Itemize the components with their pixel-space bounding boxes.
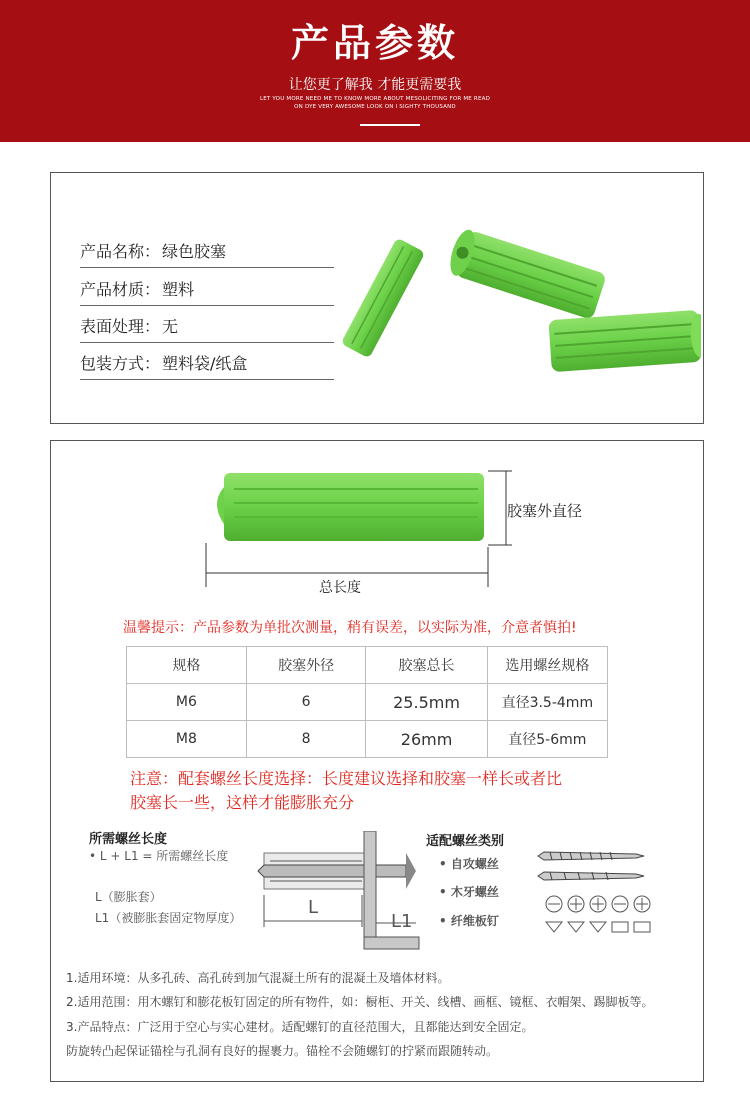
dimension-panel (50, 440, 704, 1082)
l1-mark: L1 (391, 911, 413, 932)
usage-line: 防旋转凸起保证锚栓与孔洞有良好的握裹力。锚栓不会随螺钉的拧紧而跟随转动。 (66, 1044, 499, 1058)
title-divider (360, 124, 420, 126)
page-title: 产品参数 (290, 21, 459, 65)
header-banner (0, 0, 750, 142)
screw-note-line-2: 胶塞长一些，这样才能膨胀充分 (130, 793, 355, 812)
spec-label: 产品名称： (80, 242, 161, 261)
spec-label: 产品材质： (80, 280, 161, 299)
table-cell: M8 (127, 721, 247, 758)
table-cell: 26mm (366, 721, 487, 758)
product-photo (331, 213, 701, 393)
self-tapping-screw-icon (538, 852, 644, 860)
screw-type-item: • 自攻螺丝 (439, 857, 499, 871)
spec-value: 绿色胶塞 (162, 242, 227, 261)
table-cell: 直径3.5-4mm (487, 684, 607, 721)
spec-label: 表面处理： (80, 317, 161, 336)
diameter-label: 胶塞外直径 (507, 502, 583, 520)
spec-value: 塑料袋/纸盒 (162, 354, 248, 373)
usage-line: 2.适用范围：用木螺钉和膨花板钉固定的所有物件，如：橱柜、开关、线槽、画框、镜框、衣帽架、踢脚板等。 (66, 995, 654, 1009)
table-cell: 8 (246, 721, 366, 758)
screw-length-title: 所需螺丝长度 (89, 832, 168, 847)
green-plug-side-view (217, 473, 484, 541)
screw-types-illustration (536, 846, 656, 941)
measurement-notice: 温馨提示：产品参数为单批次测量，稍有误差，以实际为准，介意者慎拍! (123, 620, 577, 636)
plug-dimension-diagram (196, 463, 526, 593)
table-cell: 直径5-6mm (487, 721, 607, 758)
screw-type-item: • 木牙螺丝 (439, 885, 499, 899)
screw-type-item: • 纤维板钉 (439, 914, 499, 928)
l-mark: L (308, 897, 319, 918)
screw-head-icons (546, 896, 650, 932)
l-description: L（膨胀套） (95, 890, 162, 904)
screw-length-formula: • L + L1 = 所需螺丝长度 (89, 849, 229, 863)
green-plug-lower (548, 309, 701, 372)
table-cell: 25.5mm (366, 684, 487, 721)
spec-row-material (80, 277, 334, 306)
green-plug-slanted (341, 238, 426, 359)
page-subtitle: 让您更了解我 才能更需要我 (288, 77, 462, 93)
table-header-row (127, 647, 608, 684)
length-label: 总长度 (319, 580, 361, 596)
table-header: 规格 (127, 647, 247, 684)
spec-value: 塑料 (162, 280, 195, 299)
spec-row-packaging (80, 351, 334, 380)
size-table (126, 646, 608, 758)
table-row (127, 684, 608, 721)
table-cell: 6 (246, 684, 366, 721)
spec-panel (50, 172, 704, 424)
usage-line: 3.产品特点：广泛用于空心与实心建材。适配螺钉的直径范围大，且都能达到安全固定。 (66, 1020, 534, 1034)
table-cell: M6 (127, 684, 247, 721)
table-header: 胶塞总长 (366, 647, 487, 684)
spec-row-name (80, 239, 334, 268)
english-line-1: LET YOU MORE NEED ME TO KNOW MORE ABOUT MESOLICITING FOR ME READ (259, 96, 491, 102)
wood-screw-icon (538, 872, 644, 880)
table-header: 选用螺丝规格 (487, 647, 607, 684)
spec-row-surface (80, 314, 334, 343)
usage-line: 1.适用环境：从多孔砖、高孔砖到加气混凝土所有的混凝土及墙体材料。 (66, 971, 450, 985)
spec-label: 包装方式： (80, 354, 161, 373)
english-tagline (240, 95, 510, 111)
table-header: 胶塞外径 (246, 647, 366, 684)
screw-types-title: 适配螺丝类别 (426, 834, 505, 849)
table-row (127, 721, 608, 758)
green-plug-upper (446, 227, 607, 320)
screw-note-line-1: 注意：配套螺丝长度选择：长度建议选择和胶塞一样长或者比 (130, 769, 563, 788)
screw-in-plug-diagram (256, 831, 431, 956)
l1-description: L1（被膨胀套固定物厚度） (95, 911, 242, 925)
spec-value: 无 (162, 317, 179, 336)
english-line-2: ON DYE VERY AWESOME LOOK ON I SIGHTY THOUSAND (294, 104, 456, 110)
